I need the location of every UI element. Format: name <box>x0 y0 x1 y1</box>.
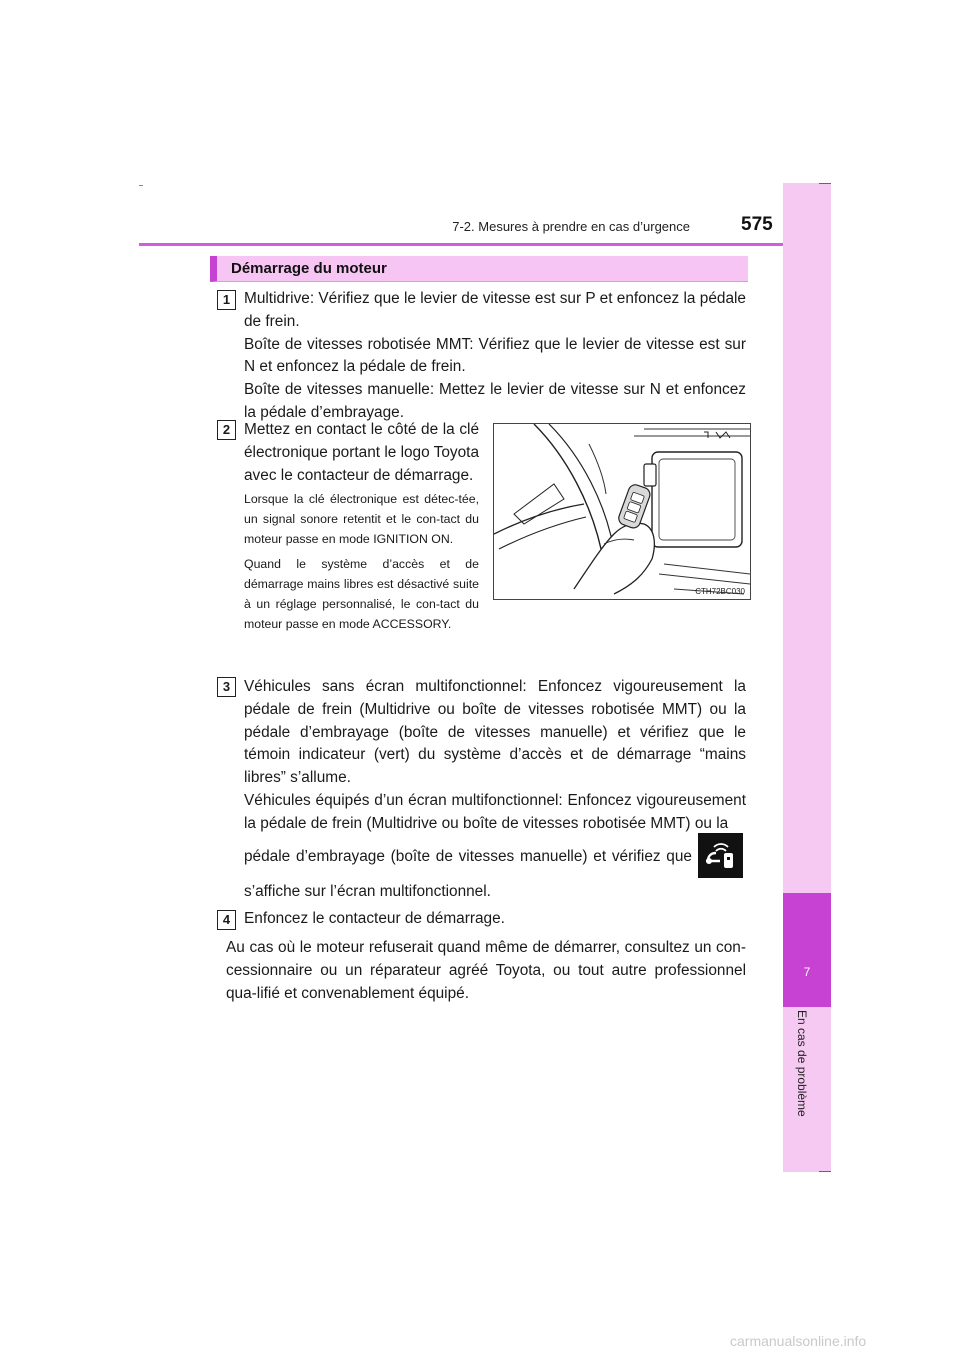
step-number-4: 4 <box>217 910 236 930</box>
running-header-section: 7-2. Mesures à prendre en cas d’urgence <box>452 219 690 234</box>
step-4-text: Enfoncez le contacteur de démarrage. <box>244 910 505 927</box>
step-2-notes <box>244 489 479 638</box>
page-number: 575 <box>741 214 773 235</box>
step-1-line: Boîte de vitesses robotisée MMT: Vérifiez que le levier de vitesse est sur N et enfoncez la pédale de frein. <box>244 335 746 376</box>
step-2-note: Quand le système d’accès et de démarrage mains libres est désactivé suite à un réglage personnalisé, le con-tact du moteur passe en mode ACCESSORY. <box>244 556 479 632</box>
closing-paragraph: Au cas où le moteur refuserait quand même de démarrer, consultez un con-cessionnaire ou un réparateur agréé Toyota, ou tout autre professionnel qua-lifié et convenablement équipé. <box>226 939 746 1002</box>
step-2-text: Mettez en contact le côté de la clé électronique portant le logo Toyota avec le contacteur de démarrage. <box>244 421 480 484</box>
step-1-text <box>244 288 746 425</box>
crop-mark <box>139 185 143 186</box>
chapter-number: 7 <box>803 965 811 979</box>
smart-key-indicator-icon <box>698 833 743 878</box>
step-3-text-part-4: s’affiche sur l’écran multifonctionnel. <box>244 883 491 900</box>
watermark: carmanualsonline.info <box>730 1333 867 1349</box>
chapter-tab <box>783 893 831 1007</box>
crop-mark <box>819 183 831 184</box>
crop-mark <box>819 1171 831 1172</box>
step-number-1: 1 <box>217 290 236 310</box>
chapter-title: En cas de problème <box>795 1010 809 1117</box>
step-number-3: 3 <box>217 677 236 697</box>
step-number-2: 2 <box>217 420 236 440</box>
step-3-text-part-2: Véhicules équipés d’un écran multifonctionnel: Enfoncez vigoureusement la pédale de frein (Multidrive ou boîte de vitesses robotisée MMT) ou la <box>244 792 746 832</box>
section-banner <box>210 256 748 282</box>
step-3-text-part-3: pédale d’embrayage (boîte de vitesses manuelle) et vérifiez que <box>244 848 692 865</box>
step-1-line: Boîte de vitesses manuelle: Mettez le levier de vitesse sur N et enfoncez la pédale d’embrayage. <box>244 381 746 421</box>
section-title: Démarrage du moteur <box>231 260 387 277</box>
step-1-line: Multidrive: Vérifiez que le levier de vitesse est sur P et enfoncez la pédale de frein. <box>244 290 746 330</box>
image-code: CTH72BC030 <box>695 587 745 596</box>
step-2-note: Lorsque la clé électronique est détec-tée, un signal sonore retentit et le con-tact du moteur passe en mode IGNITION ON. <box>244 492 479 547</box>
illustration-drawing <box>494 424 750 599</box>
step-3-text-part-1: Véhicules sans écran multifonctionnel: Enfoncez vigoureusement la pédale de frein (Multidrive ou boîte de vitesses robotisée MMT) ou la pédale d’embrayage (boîte de vitesses manuelle) et vérifiez que le témoin indicateur (vert) du système d’accès et de démarrage “mains libres” s’allume. <box>244 678 746 787</box>
header-divider <box>139 243 831 246</box>
key-to-start-button-illustration <box>493 423 751 600</box>
